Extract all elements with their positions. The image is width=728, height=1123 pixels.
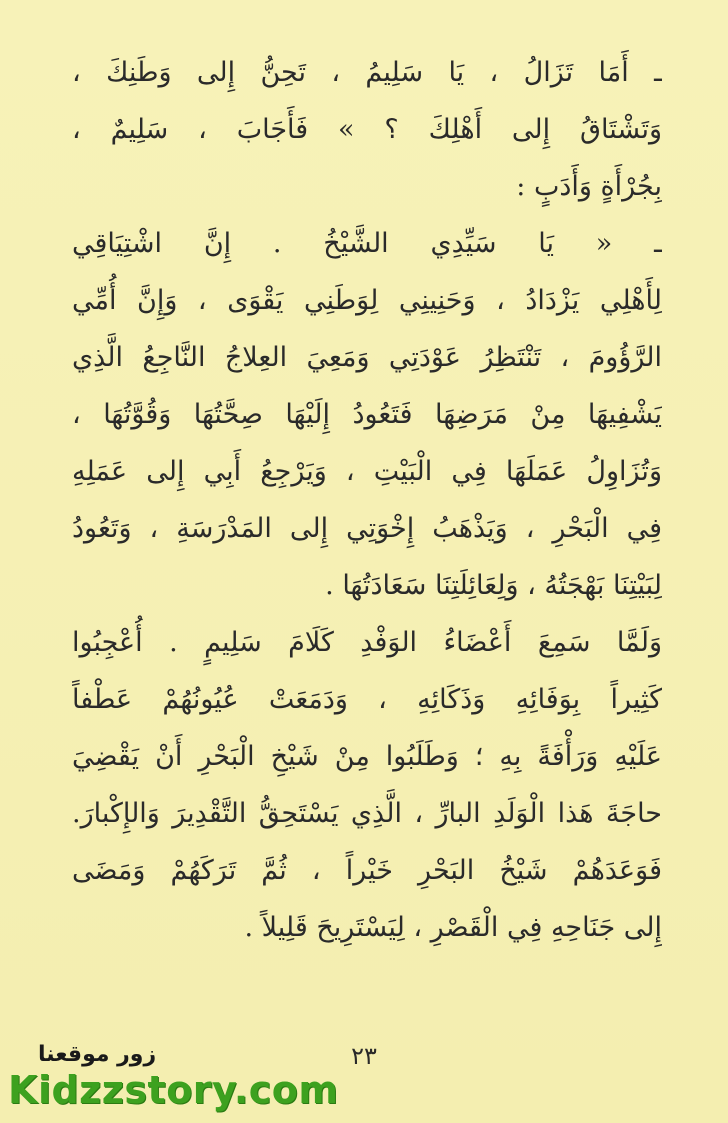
story-text (72, 44, 662, 956)
text-line: وَتُزَاوِلُ عَمَلَهَا فِي الْبَيْتِ ، وَيَرْجِعُ أَبِي إِلى عَمَلِهِ (72, 456, 662, 487)
text-line: فَوَعَدَهُمْ شَيْخُ البَحْرِ خَيْراً ، ثُمَّ تَرَكَهُمْ وَمَضَى (72, 855, 662, 886)
text-line: بِجُرْأَةٍ وَأَدَبٍ : (516, 171, 662, 202)
text-line: عَلَيْهِ وَرَأْفَةً بِهِ ؛ وَطَلَبُوا مِنْ شَيْخِ الْبَحْرِ أَنْ يَقْضِيَ (72, 741, 662, 772)
text-line: لِبَيْتِنَا بَهْجَتُهُ ، وَلِعَائِلَتِنَا سَعَادَتُهَا . (325, 570, 662, 601)
text-line: الرَّؤُومَ ، تَنْتَظِرُ عَوْدَتِي وَمَعِيَ العِلاجُ النَّاجِعُ الَّذِي (72, 342, 662, 373)
text-line: فِي الْبَحْرِ ، وَيَذْهَبُ إِخْوَتِي إِلى المَدْرَسَةِ ، وَتَعُودُ (72, 513, 662, 544)
text-line: إِلى جَنَاحِهِ فِي الْقَصْرِ ، لِيَسْتَرِيحَ قَلِيلاً . (244, 912, 662, 943)
text-line: لِأَهْلِي يَزْدَادُ ، وَحَنِينِي لِوَطَنِي يَقْوَى ، وَإِنَّ أُمِّي (72, 285, 662, 316)
text-line: حاجَةَ هَذا الْوَلَدِ البارِّ ، الَّذِي يَسْتَحِقُّ التَّقْدِيرَ وَالإِكْبارَ. (72, 798, 662, 829)
visit-us-label: زور موقعنا (38, 1042, 157, 1067)
page-number: ٢٣ (351, 1042, 377, 1070)
text-line: كَثِيراً بِوَفَائِهِ وَذَكَائِهِ ، وَدَمَعَتْ عُيُونُهُمْ عَطْفاً (72, 684, 662, 715)
text-line: ـ أَمَا تَزَالُ ، يَا سَلِيمُ ، تَحِنُّ إِلى وَطَنِكَ ، (72, 57, 662, 88)
text-line: ـ « يَا سَيِّدِي الشَّيْخُ . إِنَّ اشْتِيَاقِي (72, 228, 662, 259)
text-line: وَتَشْتَاقُ إِلى أَهْلِكَ ؟ » فَأَجَابَ ، سَلِيمٌ ، (72, 114, 662, 145)
text-line: وَلَمَّا سَمِعَ أَعْضَاءُ الوَفْدِ كَلَامَ سَلِيمٍ . أُعْجِبُوا (72, 627, 662, 658)
text-line: يَشْفِيهَا مِنْ مَرَضِهَا فَتَعُودُ إِلَيْهَا صِحَّتُهَا وَقُوَّتُهَا ، (72, 399, 662, 430)
site-logo[interactable]: Kidzzstory.com (8, 1068, 339, 1112)
